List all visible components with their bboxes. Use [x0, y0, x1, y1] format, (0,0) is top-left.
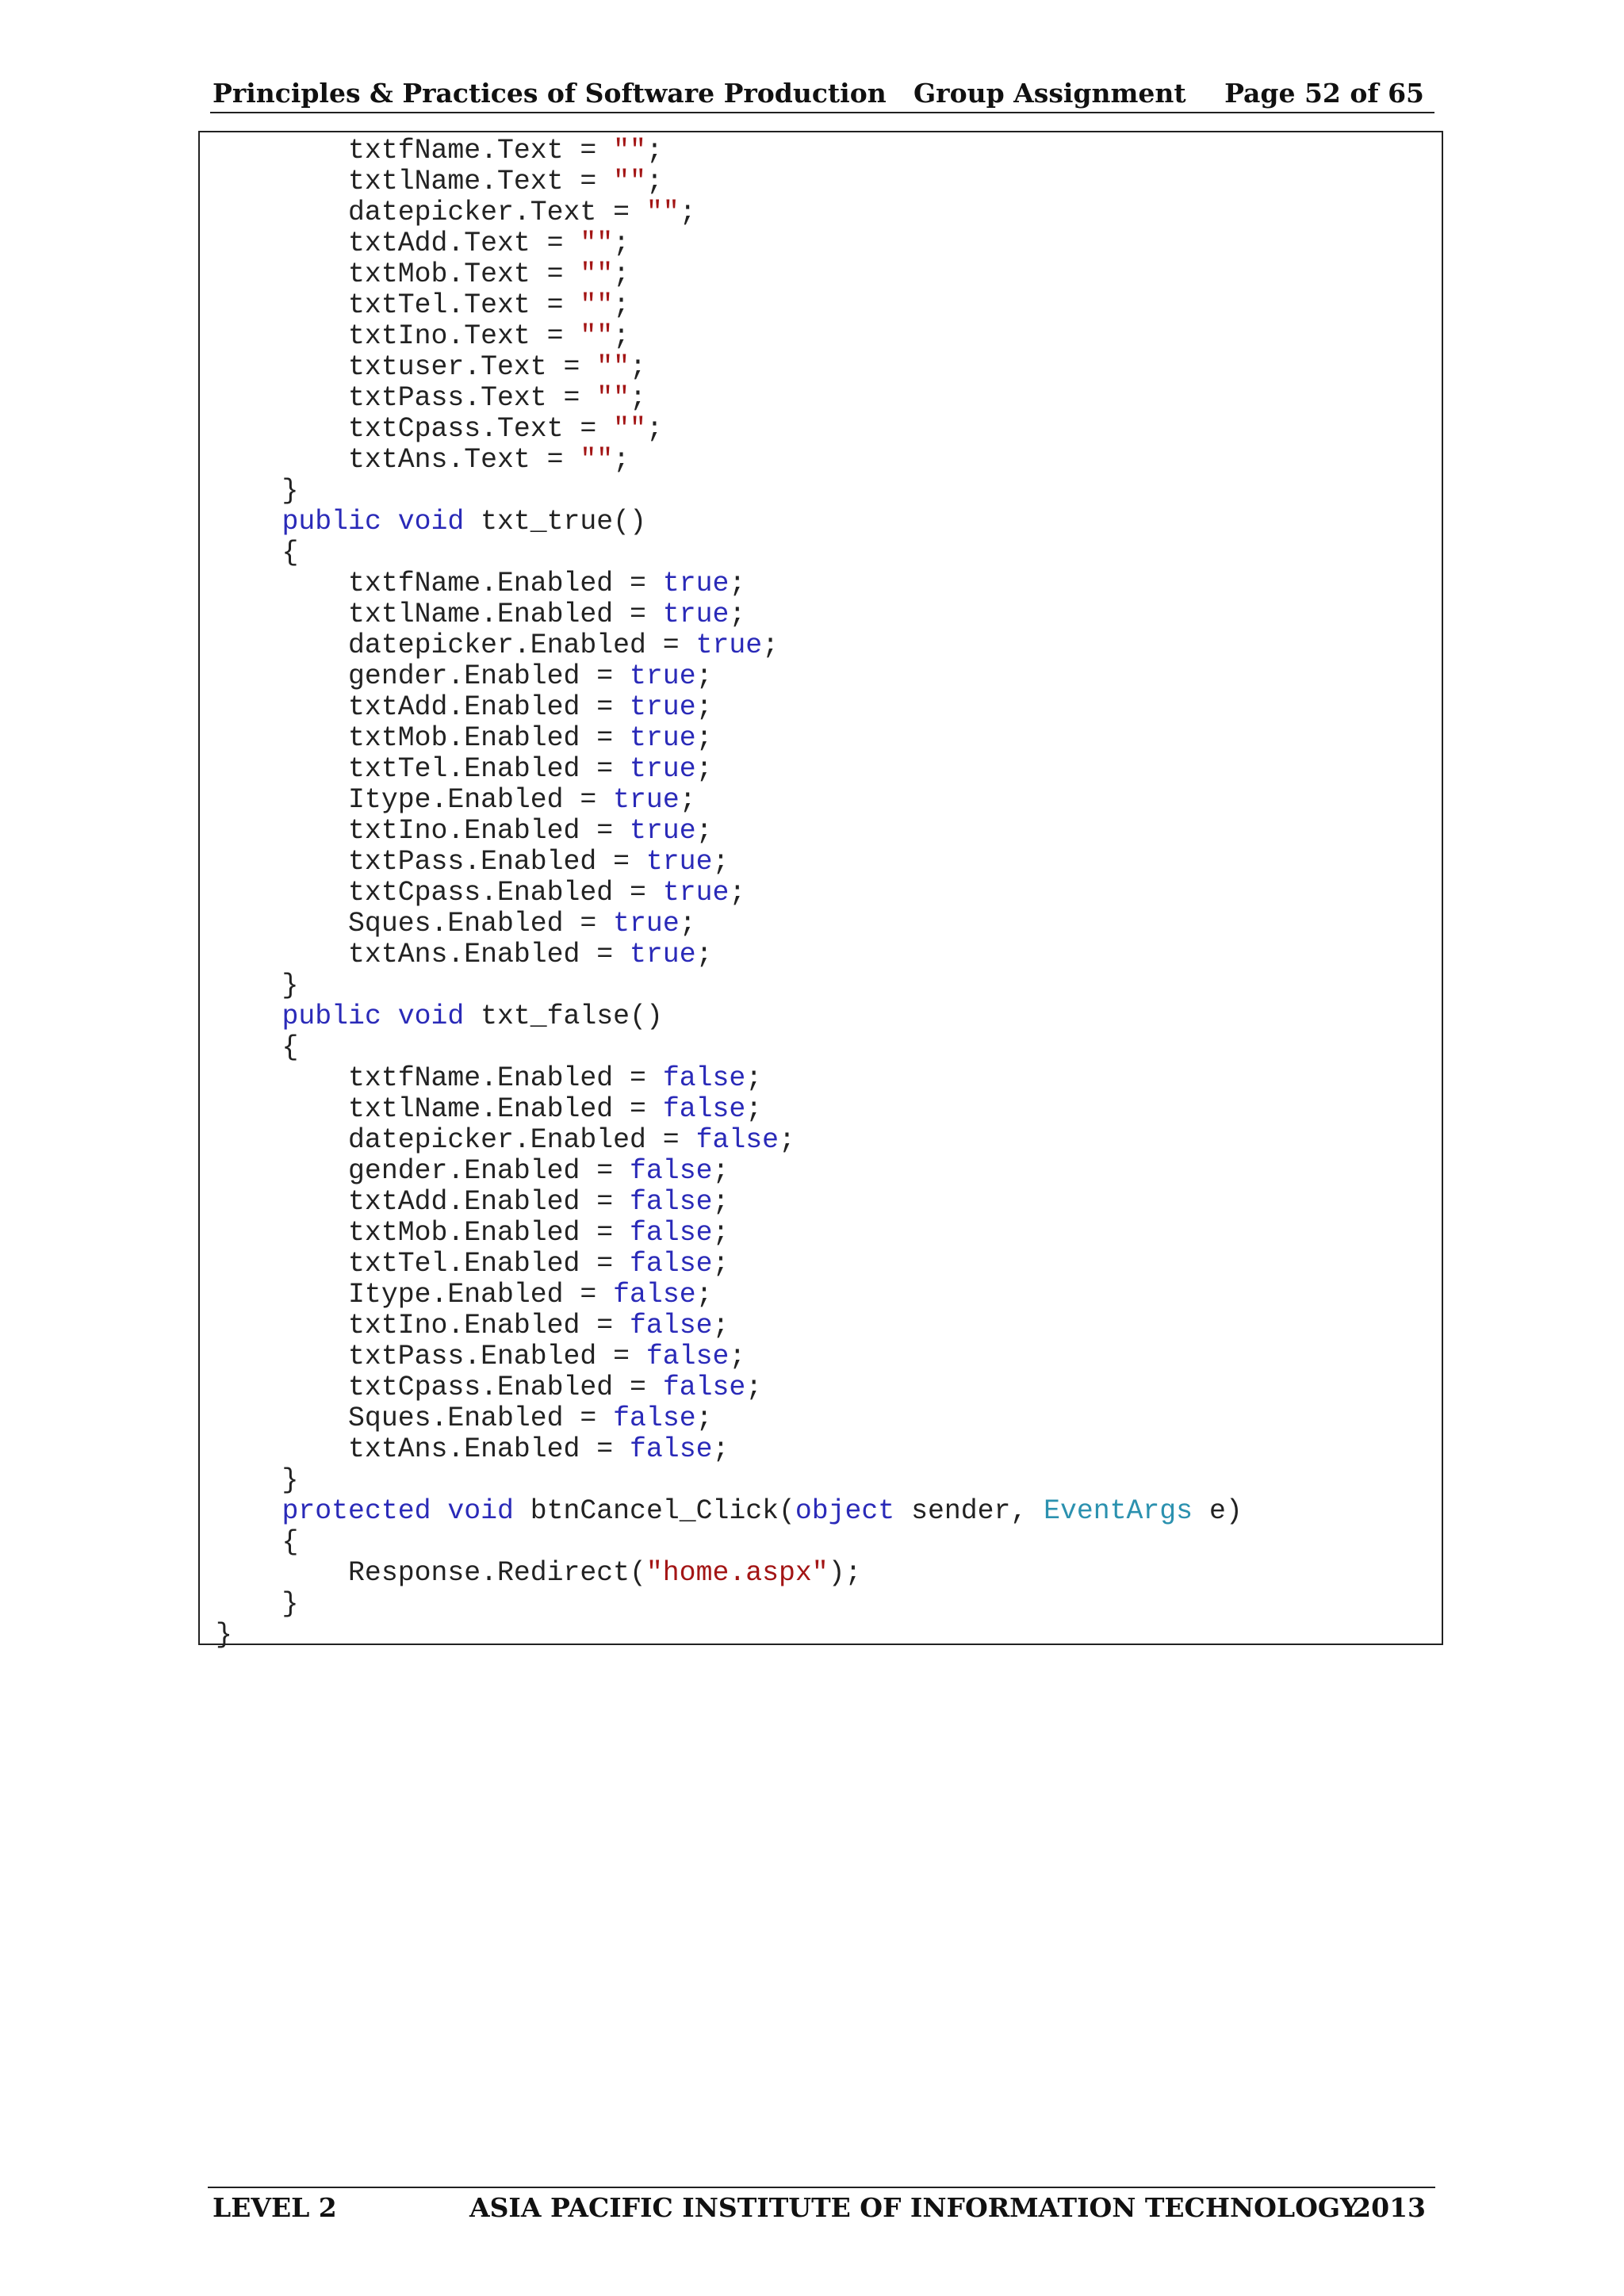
code-token: ; — [729, 568, 746, 599]
code-token: } — [216, 970, 299, 1001]
code-token: { — [216, 1032, 299, 1063]
code-token: public — [282, 1001, 381, 1032]
code-token: ; — [695, 723, 713, 754]
code-token: false — [630, 1311, 713, 1341]
page-header — [213, 78, 1432, 113]
code-token: true — [630, 939, 696, 970]
code-token: datepicker.Enabled = — [216, 630, 696, 661]
code-token: datepicker.Enabled = — [216, 1125, 696, 1156]
code-line — [216, 754, 1243, 785]
code-token: "" — [596, 352, 630, 383]
code-token: txtAns.Enabled = — [216, 939, 630, 970]
code-token: } — [216, 1465, 299, 1496]
code-token: ; — [695, 939, 713, 970]
code-token: true — [630, 723, 696, 754]
code-token: txt_false() — [464, 1001, 663, 1032]
code-token: txtPass.Enabled = — [216, 1341, 646, 1372]
code-token — [431, 1496, 447, 1527]
code-token: "" — [613, 136, 646, 166]
footer-institute: ASIA PACIFIC INSTITUTE OF INFORMATION TECHNOLOGY — [469, 2192, 1359, 2223]
code-token — [381, 1001, 398, 1032]
code-token: void — [397, 507, 465, 538]
code-token: gender.Enabled = — [216, 661, 630, 692]
code-line — [216, 1527, 1243, 1558]
code-line — [216, 1372, 1243, 1403]
code-token: ; — [695, 816, 713, 847]
code-token: ; — [745, 1372, 763, 1403]
code-line — [216, 414, 1243, 445]
footer-year: 2013 — [1353, 2192, 1426, 2223]
code-listing-box — [198, 131, 1443, 1651]
code-line — [216, 1403, 1243, 1434]
code-token: txtCpass.Text = — [216, 414, 614, 445]
code-token: txtMob.Enabled = — [216, 723, 630, 754]
code-token: txtlName.Enabled = — [216, 599, 663, 630]
header-page-number: Page 52 of 65 — [1224, 78, 1424, 109]
code-token: ; — [695, 1280, 713, 1311]
code-token: txtCpass.Enabled = — [216, 1372, 663, 1403]
code-line — [216, 847, 1243, 878]
code-token: txtfName.Text = — [216, 136, 614, 166]
code-token: false — [645, 1341, 730, 1372]
code-token: } — [216, 1589, 299, 1620]
code-token: btnCancel_Click( — [513, 1496, 795, 1527]
code-token: false — [662, 1372, 746, 1403]
code-token: false — [630, 1187, 713, 1218]
code-token: ); — [828, 1558, 862, 1589]
code-token: "" — [645, 197, 680, 228]
code-token: Sques.Enabled = — [216, 1403, 614, 1434]
code-line — [216, 909, 1243, 939]
code-token: ; — [712, 847, 730, 878]
code-line — [216, 1496, 1243, 1527]
code-token: txtTel.Enabled = — [216, 754, 630, 785]
code-token: ; — [645, 166, 663, 197]
header-course-title: Principles & Practices of Software Production — [213, 78, 887, 109]
code-token — [216, 1001, 282, 1032]
code-token: false — [695, 1125, 779, 1156]
code-token: txtAdd.Enabled = — [216, 1187, 630, 1218]
code-token: txtIno.Enabled = — [216, 816, 630, 847]
code-token — [216, 507, 282, 538]
code-line — [216, 1589, 1243, 1620]
code-line — [216, 661, 1243, 692]
code-token: true — [613, 785, 680, 816]
code-token: true — [630, 754, 696, 785]
code-line — [216, 630, 1243, 661]
code-line — [216, 538, 1243, 568]
code-listing — [216, 136, 1243, 1651]
code-token: ; — [679, 785, 696, 816]
code-line — [216, 197, 1243, 228]
code-token: sender, — [894, 1496, 1044, 1527]
code-token: e) — [1193, 1496, 1243, 1527]
code-line — [216, 1156, 1243, 1187]
code-token: ; — [729, 1341, 746, 1372]
code-line — [216, 1032, 1243, 1063]
code-token: Itype.Enabled = — [216, 785, 614, 816]
code-token: Response.Redirect( — [216, 1558, 646, 1589]
page-footer — [213, 2192, 1426, 2227]
code-token — [381, 507, 398, 538]
code-line — [216, 228, 1243, 259]
code-token: ; — [695, 661, 713, 692]
code-token: void — [447, 1496, 514, 1527]
code-line — [216, 1187, 1243, 1218]
code-token — [216, 1496, 282, 1527]
footer-level: LEVEL 2 — [213, 2192, 337, 2223]
code-token: false — [662, 1063, 746, 1094]
code-token: txtlName.Enabled = — [216, 1094, 663, 1125]
code-line — [216, 723, 1243, 754]
code-line — [216, 445, 1243, 476]
code-token: ; — [613, 259, 630, 290]
code-token: txtMob.Text = — [216, 259, 580, 290]
code-token: txtPass.Enabled = — [216, 847, 646, 878]
code-token: ; — [729, 878, 746, 909]
code-token: ; — [779, 1125, 795, 1156]
code-line — [216, 599, 1243, 630]
code-token: true — [613, 909, 680, 939]
code-token: ; — [712, 1156, 730, 1187]
code-token: ; — [745, 1094, 763, 1125]
code-token: txt_true() — [464, 507, 646, 538]
code-token: txtAdd.Enabled = — [216, 692, 630, 723]
code-token: ; — [745, 1063, 763, 1094]
code-token: false — [630, 1434, 713, 1465]
code-token: "" — [580, 259, 614, 290]
code-token: ; — [613, 445, 630, 476]
code-token: txtCpass.Enabled = — [216, 878, 663, 909]
code-token: true — [630, 816, 696, 847]
code-token: ; — [695, 1403, 713, 1434]
code-token: true — [645, 847, 713, 878]
code-line — [216, 1001, 1243, 1032]
code-token: EventArgs — [1044, 1496, 1193, 1527]
code-line — [216, 136, 1243, 166]
code-token: txtPass.Text = — [216, 383, 597, 414]
code-token: false — [630, 1156, 713, 1187]
code-line — [216, 1558, 1243, 1589]
code-token: "" — [580, 321, 614, 352]
code-line — [216, 259, 1243, 290]
code-token: true — [695, 630, 763, 661]
code-token: ; — [645, 136, 663, 166]
code-line — [216, 939, 1243, 970]
code-line — [216, 1465, 1243, 1496]
code-token: Sques.Enabled = — [216, 909, 614, 939]
code-line — [216, 1249, 1243, 1280]
code-token: ; — [695, 754, 713, 785]
code-line — [216, 568, 1243, 599]
code-line — [216, 1063, 1243, 1094]
code-line — [216, 290, 1243, 321]
code-token: protected — [282, 1496, 431, 1527]
code-token: txtuser.Text = — [216, 352, 597, 383]
code-token: "" — [613, 414, 646, 445]
code-token: "" — [580, 290, 614, 321]
code-token: false — [630, 1218, 713, 1249]
code-token: txtAdd.Text = — [216, 228, 580, 259]
header-divider — [210, 112, 1434, 113]
code-line — [216, 383, 1243, 414]
code-token: txtlName.Text = — [216, 166, 614, 197]
code-line — [216, 352, 1243, 383]
code-line — [216, 1280, 1243, 1311]
code-token: txtfName.Enabled = — [216, 568, 663, 599]
code-token: txtIno.Text = — [216, 321, 580, 352]
code-token: txtAns.Enabled = — [216, 1434, 630, 1465]
code-token: false — [662, 1094, 746, 1125]
code-line — [216, 1218, 1243, 1249]
code-token: public — [282, 507, 381, 538]
code-token: true — [662, 878, 730, 909]
code-token: ; — [630, 383, 646, 414]
code-token: txtfName.Enabled = — [216, 1063, 663, 1094]
code-token: txtMob.Enabled = — [216, 1218, 630, 1249]
code-line — [216, 692, 1243, 723]
code-line — [216, 1434, 1243, 1465]
code-token: "" — [596, 383, 630, 414]
code-token: ; — [613, 321, 630, 352]
code-token: ; — [712, 1249, 730, 1280]
code-token: false — [613, 1280, 696, 1311]
code-line — [216, 1125, 1243, 1156]
code-token: txtIno.Enabled = — [216, 1311, 630, 1341]
code-token: { — [216, 538, 299, 568]
code-token: object — [795, 1496, 895, 1527]
code-line — [216, 1620, 1243, 1651]
code-token: ; — [712, 1434, 730, 1465]
code-token: txtTel.Text = — [216, 290, 580, 321]
code-token: true — [630, 661, 696, 692]
code-token: gender.Enabled = — [216, 1156, 630, 1187]
code-line — [216, 816, 1243, 847]
code-token: "home.aspx" — [645, 1558, 829, 1589]
code-token: ; — [679, 197, 696, 228]
code-token: ; — [695, 692, 713, 723]
footer-divider — [208, 2187, 1435, 2188]
code-line — [216, 1094, 1243, 1125]
code-token: datepicker.Text = — [216, 197, 646, 228]
code-token: ; — [679, 909, 696, 939]
code-token: ; — [613, 228, 630, 259]
code-token: false — [630, 1249, 713, 1280]
code-line — [216, 878, 1243, 909]
code-token: "" — [613, 166, 646, 197]
code-token: ; — [729, 599, 746, 630]
header-assignment-label: Group Assignment — [914, 78, 1186, 109]
code-token: true — [662, 568, 730, 599]
code-token: "" — [580, 228, 614, 259]
code-token: } — [216, 476, 299, 507]
code-token: "" — [580, 445, 614, 476]
code-token: ; — [712, 1187, 730, 1218]
code-token: ; — [712, 1218, 730, 1249]
code-line — [216, 507, 1243, 538]
code-token: ; — [630, 352, 646, 383]
code-line — [216, 785, 1243, 816]
code-token: void — [397, 1001, 465, 1032]
code-token: txtTel.Enabled = — [216, 1249, 630, 1280]
code-token: true — [630, 692, 696, 723]
code-token: txtAns.Text = — [216, 445, 580, 476]
code-token: } — [216, 1620, 232, 1651]
code-token: ; — [645, 414, 663, 445]
code-token: ; — [762, 630, 779, 661]
code-token: ; — [712, 1311, 730, 1341]
code-token: ; — [613, 290, 630, 321]
code-line — [216, 1341, 1243, 1372]
code-line — [216, 1311, 1243, 1341]
code-line — [216, 321, 1243, 352]
code-token: false — [613, 1403, 696, 1434]
code-token: Itype.Enabled = — [216, 1280, 614, 1311]
code-token: true — [662, 599, 730, 630]
code-line — [216, 476, 1243, 507]
code-line — [216, 970, 1243, 1001]
code-token: { — [216, 1527, 299, 1558]
code-line — [216, 166, 1243, 197]
